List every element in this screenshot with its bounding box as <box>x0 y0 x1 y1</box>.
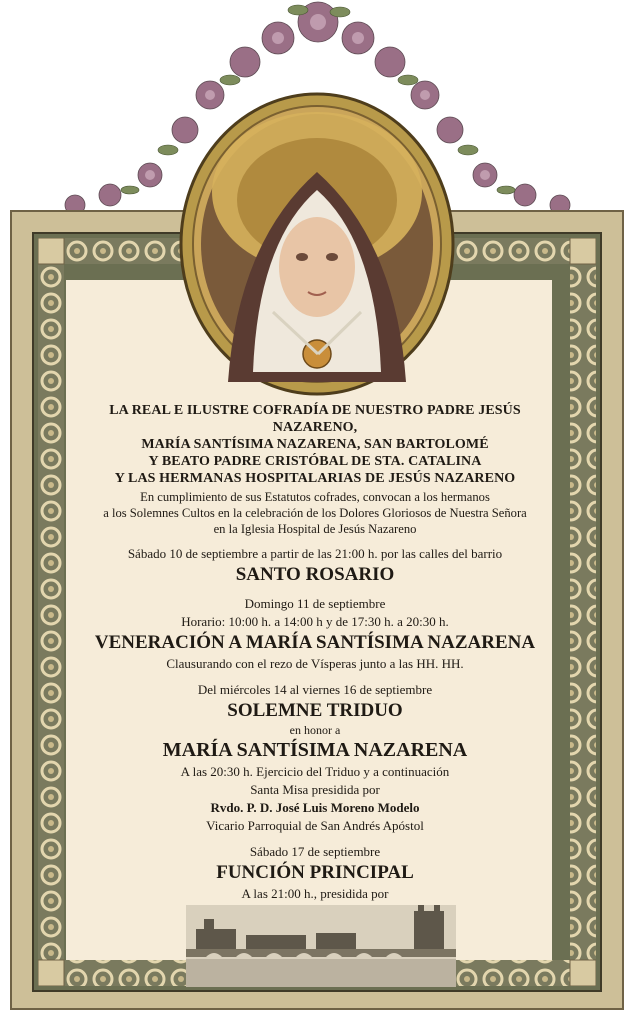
funcion-title: FUNCIÓN PRINCIPAL <box>216 862 414 883</box>
veneracion-title: VENERACIÓN A MARÍA SANTÍSIMA NAZARENA <box>94 632 536 653</box>
header-line-1: LA REAL E ILUSTRE COFRADÍA DE NUESTRO PADRE JESÚS NAZARENO, <box>109 403 521 435</box>
virgin-portrait-medallion <box>178 92 456 396</box>
triduo-line-2: Santa Misa presidida por <box>250 782 380 797</box>
triduo-celebrant: Rvdo. P. D. José Luis Moreno Modelo <box>210 800 420 815</box>
triduo-date: Del miércoles 14 al viernes 16 de septiembre <box>197 682 433 697</box>
funcion-line-1: A las 21:00 h., presidida por <box>241 886 389 901</box>
rosario-title: SANTO ROSARIO <box>235 564 395 585</box>
triduo-title: SOLEMNE TRIDUO <box>227 700 403 721</box>
rosario-date: Sábado 10 de septiembre a partir de las 21:00 h. por las calles del barrio <box>127 546 503 561</box>
header-line-4: Y LAS HERMANAS HOSPITALARIAS DE JESÚS NAZARENO <box>114 471 516 486</box>
veneracion-date: Domingo 11 de septiembre <box>244 596 386 611</box>
intro-line-2: a los Solemnes Cultos en la celebración de los Dolores Gloriosos de Nuestra Señora <box>103 506 527 520</box>
header-line-2: MARÍA SANTÍSIMA NAZARENA, SAN BARTOLOMÉ <box>141 437 489 452</box>
veneracion-note: Clausurando con el rezo de Vísperas junto a las HH. HH. <box>166 656 464 671</box>
veneracion-hours: Horario: 10:00 h. a 14:00 h y de 17:30 h. a 20:30 h. <box>181 614 449 629</box>
intro-line-1: En cumplimiento de sus Estatutos cofrades, convocan a los hermanos <box>140 490 490 504</box>
cityscape-engraving <box>186 905 456 987</box>
triduo-in-honor: en honor a <box>289 723 341 737</box>
invitation-text <box>70 402 560 939</box>
triduo-celebrant-role: Vicario Parroquial de San Andrés Apóstol <box>206 818 424 833</box>
triduo-honoree: MARÍA SANTÍSIMA NAZARENA <box>162 739 468 761</box>
intro-line-3: en la Iglesia Hospital de Jesús Nazareno <box>213 522 417 536</box>
triduo-line-1: A las 20:30 h. Ejercicio del Triduo y a continuación <box>180 764 450 779</box>
funcion-date: Sábado 17 de septiembre <box>249 844 381 859</box>
header-line-3: Y BEATO PADRE CRISTÓBAL DE STA. CATALINA <box>148 454 482 469</box>
